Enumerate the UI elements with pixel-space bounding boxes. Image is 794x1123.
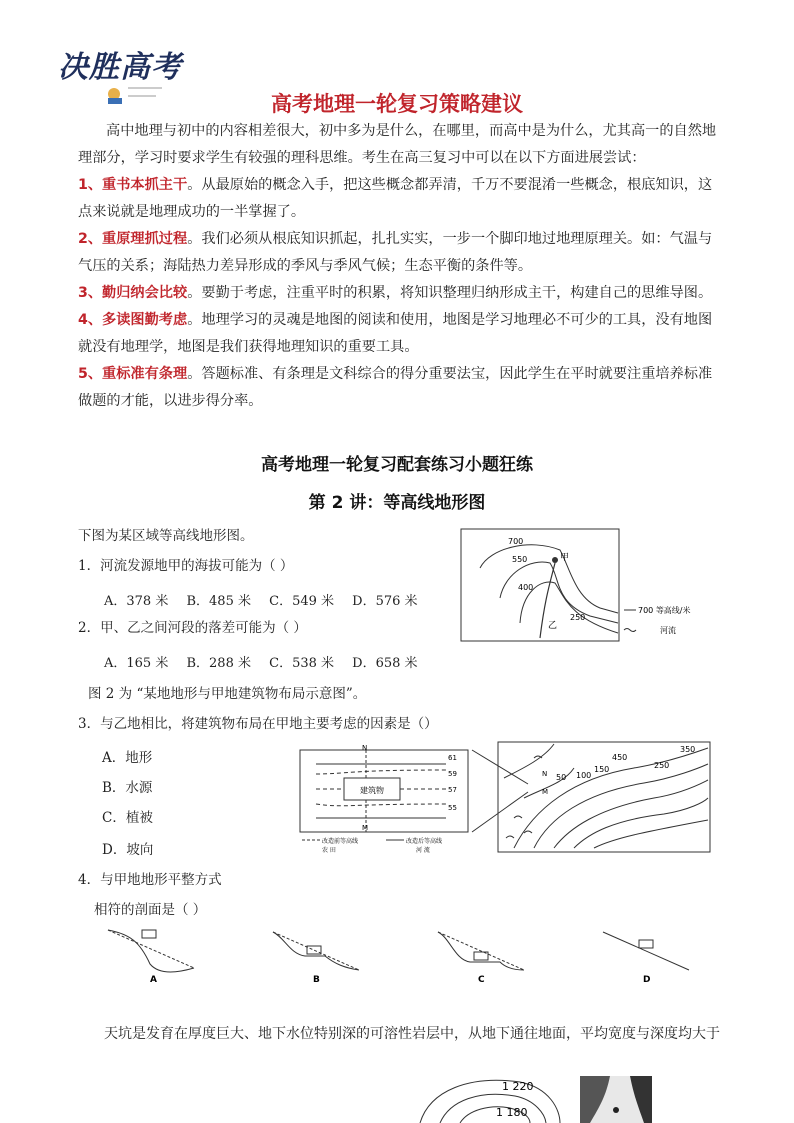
tip-1 xyxy=(78,172,722,226)
question-3-option-d: D．坡向 xyxy=(102,842,154,858)
tip-2 xyxy=(78,226,722,280)
tip-head: 5、重标准有条理 xyxy=(78,366,188,382)
map2-legend: 改造后等高线 xyxy=(406,838,443,845)
map2-label: 59 xyxy=(448,770,457,778)
tip-5 xyxy=(78,361,722,415)
tip-4 xyxy=(78,307,722,361)
map1-legend: 700 等高线/米 xyxy=(638,606,691,615)
map3-label: 50 xyxy=(556,773,567,782)
intro-paragraph: 高中地理与初中的内容相差很大，初中多为是什么，在哪里，而高中是为什么，尤其高一的自然地理部分，学习时要求学生有较强的理科思维。考生在高三复习中可以在以下方面进展尝试： xyxy=(78,123,717,166)
option: A．165 米 xyxy=(104,656,169,671)
tip-3 xyxy=(78,280,722,307)
tip-head: 1、重书本抓主干 xyxy=(78,177,188,193)
tip-body: 。答题标准、有条理是文科综合的得分重要法宝，因此学生在平时就要注重培养标准做题的才能，以进步得分率。 xyxy=(78,366,713,409)
map3-label: 100 xyxy=(576,771,592,780)
tip-body: 。从最原始的概念入手，把这些概念都弄清，千万不要混淆一些概念，根底知识，这点来说就是地理成功的一半掌握了。 xyxy=(78,177,713,220)
map3-label: 350 xyxy=(680,745,696,754)
lesson-title: 第 2 讲：等高线地形图 xyxy=(308,493,486,513)
map3-label: 450 xyxy=(612,753,628,762)
map1-label: 乙 xyxy=(548,621,558,631)
question-2-options xyxy=(104,652,432,671)
question-1: 1．河流发源地甲的海拔可能为（ ） xyxy=(78,558,294,574)
map1-label: 250 xyxy=(570,613,586,622)
map2-legend: 改造前等高线 xyxy=(322,838,359,845)
map4-label: 1 180 xyxy=(496,1106,528,1119)
profile-c xyxy=(438,932,524,985)
profile-label: C xyxy=(478,975,485,985)
map2-label: 61 xyxy=(448,754,457,762)
tiankeng-photo xyxy=(580,1076,652,1123)
question-2: 2．甲、乙之间河段的落差可能为（ ） xyxy=(78,620,307,636)
contour-map-1 xyxy=(460,528,720,646)
profile-label: B xyxy=(313,975,320,985)
profile-b xyxy=(273,932,359,985)
page-title: 高考地理一轮复习策略建议 xyxy=(271,92,523,116)
tiankeng-contour-map xyxy=(410,1070,570,1123)
question-1-options xyxy=(104,590,432,609)
map2-label: 55 xyxy=(448,804,457,812)
map1-label: 400 xyxy=(518,583,534,592)
map-intro: 下图为某区域等高线地形图。 xyxy=(78,528,254,544)
question-4-line-2: 相符的剖面是（ ） xyxy=(94,902,207,918)
map4-label: 1 220 xyxy=(502,1080,534,1093)
tip-body: 。地理学习的灵魂是地图的阅读和使用，地图是学习地理必不可少的工具，没有地图就没有地理学，地图是我们获得地理知识的重要工具。 xyxy=(78,312,713,355)
map3-label: 250 xyxy=(654,761,670,770)
terrain-contour-map xyxy=(494,738,714,856)
map1-legend: 河流 xyxy=(660,626,676,635)
map2-legend: 河 流 xyxy=(416,847,430,854)
question-3-option-b: B．水源 xyxy=(102,780,153,796)
option: B．288 米 xyxy=(186,656,251,671)
tip-head: 4、多读图勤考虑 xyxy=(78,312,188,328)
tip-head: 3、勤归纳会比较 xyxy=(78,285,188,301)
map1-label: 甲 xyxy=(560,553,570,563)
profile-diagrams xyxy=(100,924,720,986)
tip-body: 。要勤于考虑，注重平时的积累，将知识整理归纳形成主干，构建自己的思维导图。 xyxy=(187,285,713,301)
map1-label: 700 xyxy=(508,537,524,546)
map1-label: 550 xyxy=(512,555,528,564)
question-3-option-c: C．植被 xyxy=(102,810,153,826)
profile-d xyxy=(603,932,689,985)
tiankeng-paragraph: 天坑是发育在厚度巨大、地下水位特别深的可溶性岩层中，从地下通往地面，平均宽度与深度均大于 xyxy=(104,1026,720,1042)
profile-a xyxy=(108,930,194,985)
tip-body: 。我们必须从根底知识抓起，扎扎实实，一步一个脚印地过地理原理关。如：气温与气压的关系；海陆热力差异形成的季风与季风气候；生态平衡的条件等。 xyxy=(78,231,713,274)
figure-2-intro: 图 2 为 “某地地形与甲地建筑物布局示意图”。 xyxy=(88,686,367,702)
section-title: 高考地理一轮复习配套练习小题狂练 xyxy=(261,455,533,475)
option: B．485 米 xyxy=(186,594,251,609)
map2-label: M xyxy=(362,824,369,832)
building-label: 建筑物 xyxy=(360,786,384,795)
question-4: 4．与甲地地形平整方式 xyxy=(78,872,222,888)
tip-head: 2、重原理抓过程 xyxy=(78,231,188,247)
profile-label: A xyxy=(150,975,157,985)
map3-label: 150 xyxy=(594,765,610,774)
map2-label: N xyxy=(362,744,368,752)
option: D．658 米 xyxy=(352,656,418,671)
building-layout-map xyxy=(296,744,496,856)
question-3: 3．与乙地相比，将建筑物布局在甲地主要考虑的因素是（） xyxy=(78,716,438,732)
option: C．538 米 xyxy=(269,656,335,671)
logo-text: 决胜高考 xyxy=(58,50,182,85)
map3-label: N xyxy=(542,770,548,778)
option: C．549 米 xyxy=(269,594,335,609)
option: A．378 米 xyxy=(104,594,169,609)
map2-legend: 农 田 xyxy=(322,847,336,854)
profile-label: D xyxy=(643,975,651,985)
map2-label: 57 xyxy=(448,786,457,794)
option: D．576 米 xyxy=(352,594,418,609)
map3-label: M xyxy=(542,788,549,796)
question-3-option-a: A．地形 xyxy=(102,750,153,766)
